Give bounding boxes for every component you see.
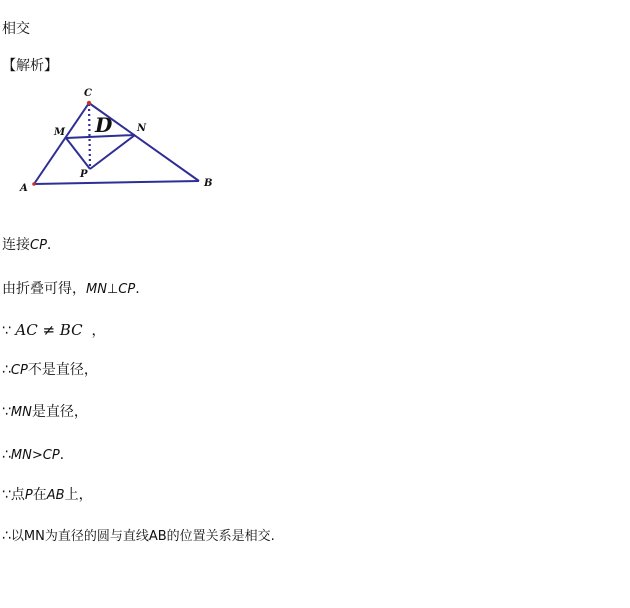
step-3 (2, 321, 105, 340)
step-1 (2, 236, 51, 255)
step-7-text-3: 上， (64, 487, 93, 503)
step-5-text: 是直径， (31, 404, 88, 420)
label-p: P (80, 169, 88, 180)
step-3-suffix: ， (82, 323, 106, 339)
label-b: B (204, 178, 213, 189)
answer-text: 相交 (2, 21, 30, 37)
step-2 (2, 280, 140, 299)
step-7-math-2: AB (46, 488, 65, 503)
therefore-icon: ∴ (2, 447, 11, 463)
step-2-math: MN⊥CP (86, 282, 136, 297)
step-7-math-1: P (24, 488, 33, 503)
label-d: D (95, 113, 113, 137)
point-c-dot (87, 101, 91, 105)
because-icon: ∵ (2, 487, 11, 503)
step-4 (2, 361, 98, 380)
segment-mp (66, 138, 90, 169)
step-6-math: MN>CP (10, 448, 60, 463)
segment-pn (90, 135, 135, 169)
label-a: A (20, 183, 28, 194)
step-5-math: MN (10, 405, 32, 420)
step-4-text: 不是直径， (27, 362, 98, 378)
step-7-text-1: 点 (10, 487, 25, 503)
step-7 (2, 486, 93, 505)
step-8-text: 以MN为直径的圆与直线AB的位置关系是相交. (10, 529, 275, 544)
because-icon: ∵ (2, 404, 11, 420)
segment-ab (34, 181, 199, 184)
geometry-figure (18, 84, 228, 196)
label-m: M (54, 127, 66, 138)
step-3-math: AC ≠ BC (15, 321, 83, 339)
step-4-math: CP (10, 363, 28, 378)
step-6 (2, 446, 64, 465)
step-6-suffix: . (59, 447, 65, 463)
point-a-dot (32, 182, 36, 186)
therefore-icon: ∴ (2, 362, 11, 378)
step-1-suffix: . (46, 237, 52, 253)
label-c: C (84, 88, 92, 99)
step-5 (2, 403, 88, 422)
therefore-icon: ∴ (2, 528, 11, 544)
step-8 (2, 527, 275, 546)
because-icon: ∵ (2, 323, 11, 339)
label-n: N (137, 123, 147, 134)
section-label: 【解析】 (2, 58, 58, 74)
step-2-prefix: 由折叠可得， (2, 281, 86, 297)
step-7-text-2: 在 (32, 487, 47, 503)
step-2-suffix: . (135, 281, 140, 297)
step-1-math: CP (30, 238, 47, 253)
step-1-prefix: 连接 (2, 237, 30, 253)
